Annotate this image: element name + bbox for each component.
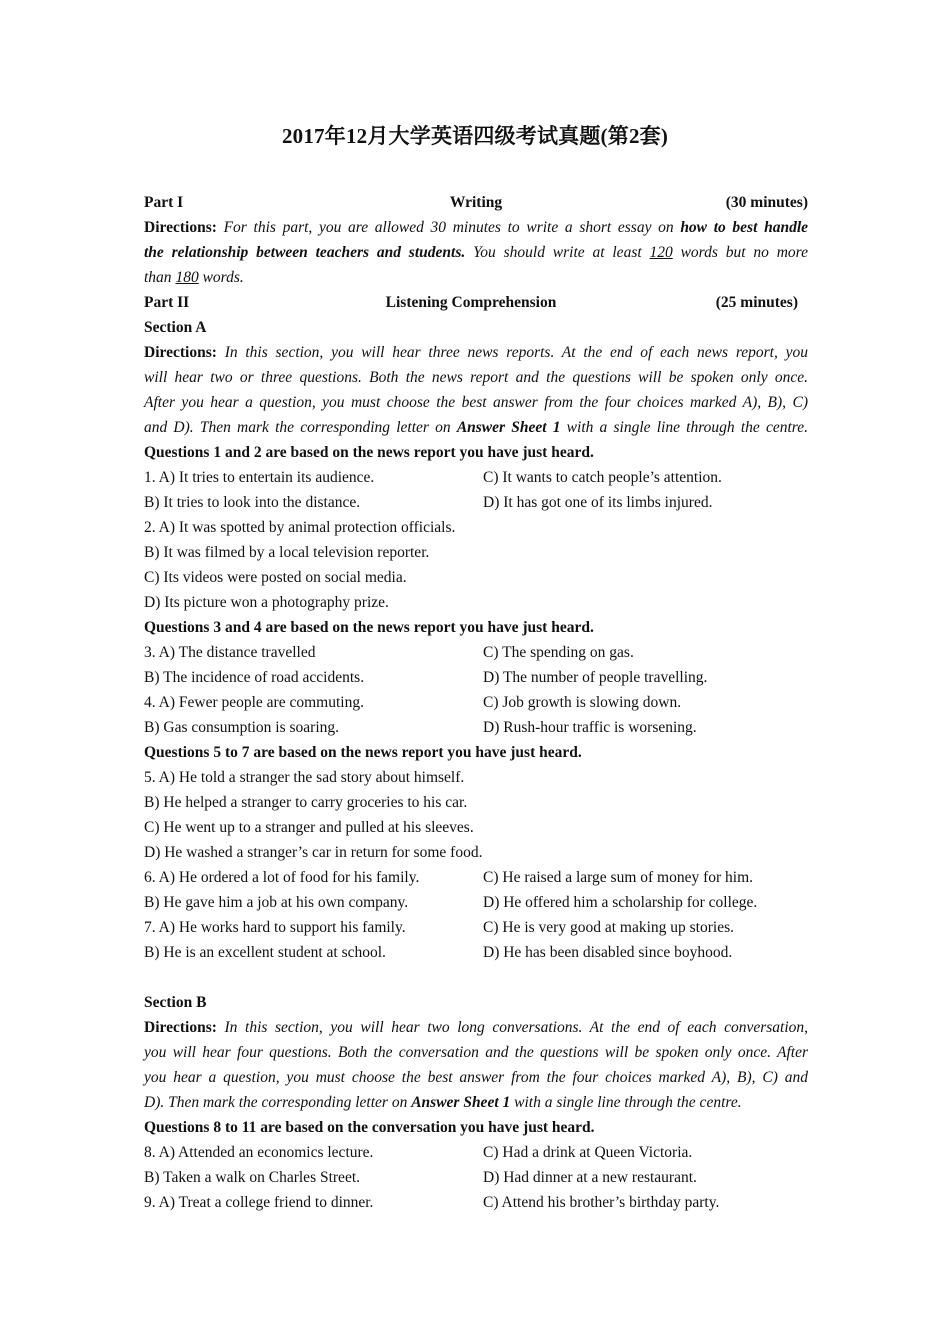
- question-3-row-1: [144, 640, 808, 665]
- directions-label: Directions:: [144, 344, 217, 361]
- option-text: 9. A) Treat a college friend to dinner.: [144, 1194, 374, 1211]
- option-text: C) The spending on gas.: [483, 644, 634, 661]
- question-5-option-c: C) He went up to a stranger and pulled at his sleeves.: [144, 819, 474, 836]
- question-5-option-a: 5. A) He told a stranger the sad story about himself.: [144, 769, 465, 786]
- part1-label: Part I: [144, 194, 184, 211]
- question-6-row-1: [144, 865, 808, 890]
- option-text: D) He offered him a scholarship for college.: [483, 894, 758, 911]
- question-group-header: Questions 8 to 11 are based on the conversation you have just heard.: [144, 1119, 595, 1136]
- question-9-row-1: [144, 1190, 808, 1215]
- option-text: D) Rush-hour traffic is worsening.: [483, 719, 697, 736]
- question-group-header: Questions 1 and 2 are based on the news report you have just heard.: [144, 444, 594, 461]
- question-7-row-1: [144, 915, 808, 940]
- option-text: C) Had a drink at Queen Victoria.: [483, 1144, 693, 1161]
- part2-name: Listening Comprehension: [385, 294, 557, 311]
- directions-label: Directions:: [144, 1019, 217, 1036]
- question-5-option-d: D) He washed a stranger’s car in return for some food.: [144, 844, 483, 861]
- question-2-option-b: B) It was filmed by a local television reporter.: [144, 544, 430, 561]
- min-words: 120: [649, 244, 673, 261]
- question-group-header: Questions 5 to 7 are based on the news report you have just heard.: [144, 744, 582, 761]
- option-text: C) Attend his brother’s birthday party.: [483, 1194, 720, 1211]
- option-text: C) It wants to catch people’s attention.: [483, 469, 722, 486]
- option-text: C) He is very good at making up stories.: [483, 919, 734, 936]
- option-text: 7. A) He works hard to support his family.: [144, 919, 406, 936]
- question-2-option-c: C) Its videos were posted on social media.: [144, 569, 407, 586]
- question-1-row-1: [144, 465, 808, 490]
- option-text: B) He gave him a job at his own company.: [144, 894, 409, 911]
- section-b-directions-line-3: you hear a question, you must choose the best answer from the four choices marked A), B), C) and: [144, 1069, 808, 1086]
- question-2-option-d: D) Its picture won a photography prize.: [144, 594, 389, 611]
- question-2-option-a: 2. A) It was spotted by animal protection officials.: [144, 519, 456, 536]
- option-text: B) It tries to look into the distance.: [144, 494, 361, 511]
- section-b-directions-line-2: you will hear four questions. Both the conversation and the questions will be spoken only once. After: [144, 1044, 808, 1061]
- question-5-option-b: B) He helped a stranger to carry groceries to his car.: [144, 794, 468, 811]
- option-text: B) The incidence of road accidents.: [144, 669, 365, 686]
- option-text: C) He raised a large sum of money for him.: [483, 869, 754, 886]
- part1-directions-line-2: the relationship between teachers and students. You should write at least 120 words but no more: [144, 244, 809, 261]
- option-text: D) He has been disabled since boyhood.: [483, 944, 733, 961]
- question-8-row-1: [144, 1140, 808, 1165]
- section-a-directions-line-3: After you hear a question, you must choose the best answer from the four choices marked A), B), C): [144, 394, 808, 411]
- section-b-directions-line-1: Directions: In this section, you will hear two long conversations. At the end of each conversation,: [144, 1019, 809, 1036]
- part1-directions-line-1: Directions: For this part, you are allowed 30 minutes to write a short essay on how to best handle: [144, 219, 809, 236]
- question-4-row-1: [144, 690, 808, 715]
- option-text: 8. A) Attended an economics lecture.: [144, 1144, 374, 1161]
- option-text: 3. A) The distance travelled: [144, 644, 316, 661]
- option-text: C) Job growth is slowing down.: [483, 694, 682, 711]
- question-1-row-2: [144, 490, 808, 515]
- question-7-row-2: [144, 940, 808, 965]
- directions-label: Directions:: [144, 219, 217, 236]
- option-text: D) It has got one of its limbs injured.: [483, 494, 713, 511]
- part1-directions-line-3: than 180 words.: [144, 269, 244, 286]
- max-words: 180: [175, 269, 199, 286]
- option-text: 1. A) It tries to entertain its audience.: [144, 469, 375, 486]
- option-text: D) Had dinner at a new restaurant.: [483, 1169, 697, 1186]
- section-a-directions-line-1: Directions: In this section, you will hear three news reports. At the end of each news report, you: [144, 344, 809, 361]
- option-text: B) Gas consumption is soaring.: [144, 719, 340, 736]
- part1-time: (30 minutes): [725, 194, 808, 211]
- option-text: 6. A) He ordered a lot of food for his family.: [144, 869, 420, 886]
- section-b-title: Section B: [144, 994, 207, 1011]
- option-text: D) The number of people travelling.: [483, 669, 708, 686]
- section-a-directions-line-4: and D). Then mark the corresponding letter on Answer Sheet 1 with a single line through the centre.: [144, 419, 808, 436]
- exam-content: [144, 190, 808, 1215]
- question-group-header: Questions 3 and 4 are based on the news report you have just heard.: [144, 619, 594, 636]
- part1-header: [144, 190, 808, 215]
- question-4-row-2: [144, 715, 808, 740]
- part1-name: Writing: [449, 194, 503, 211]
- section-b-directions-line-4: D). Then mark the corresponding letter on Answer Sheet 1 with a single line through the centre.: [144, 1094, 742, 1111]
- section-a-title: Section A: [144, 319, 207, 336]
- spacer: [144, 965, 808, 990]
- question-8-row-2: [144, 1165, 808, 1190]
- option-text: B) He is an excellent student at school.: [144, 944, 386, 961]
- option-text: B) Taken a walk on Charles Street.: [144, 1169, 361, 1186]
- part2-time: (25 minutes): [715, 294, 798, 311]
- question-6-row-2: [144, 890, 808, 915]
- option-text: 4. A) Fewer people are commuting.: [144, 694, 364, 711]
- part2-label: Part II: [144, 294, 190, 311]
- question-3-row-2: [144, 665, 808, 690]
- page-title: 2017年12月大学英语四级考试真题(第2套): [281, 124, 669, 148]
- part2-header: [144, 290, 808, 315]
- section-a-directions-line-2: will hear two or three questions. Both the news report and the questions will be spoken only once.: [144, 369, 808, 386]
